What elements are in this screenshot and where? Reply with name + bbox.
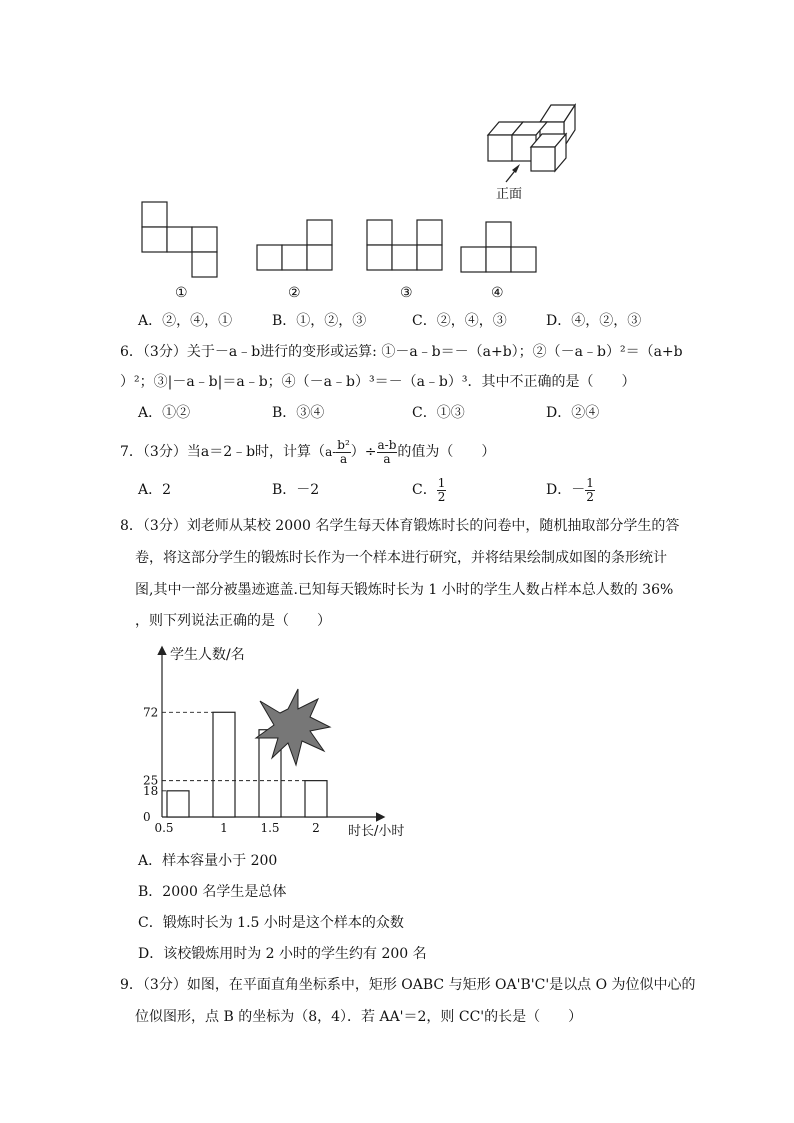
q8-option-b[interactable]: B．2000 名学生是总体 (138, 884, 287, 900)
q9-line-1: 9．（3分）如图，在平面直角坐标系中，矩形 OABC 与矩形 OA'B'C'是以点 O 为位似中心的 (120, 977, 696, 993)
q6-text-1: 关于－a﹣b进行的变形或运算: ①－a﹣b＝－（a+b）；②（－a﹣b）²＝（a+b (186, 344, 683, 360)
q7-option-b[interactable]: B．－2 (272, 482, 320, 498)
q8-line-2: 卷，将这部分学生的锻炼时长作为一个样本进行研究，并将结果绘制成如图的条形统计 (135, 550, 667, 566)
bar-2 (305, 781, 327, 817)
q6-line-2: ）²；③|－a﹣b|＝a﹣b；④（－a﹣b）³＝－（a﹣b）³．其中不正确的是（ ） (120, 374, 636, 390)
view-1-figure (141, 201, 221, 281)
q7-option-c[interactable]: C． $\frac{1}{2}$ (412, 475, 446, 504)
three-d-block-figure (485, 100, 585, 180)
y-tick-label: 25 (143, 773, 159, 788)
y-axis-label: 学生人数/名 (170, 647, 245, 663)
q6-option-a[interactable]: A．①② (138, 405, 191, 421)
q5-option-d[interactable]: D．④，②，③ (546, 313, 642, 329)
q6-score: （3分） (142, 344, 187, 360)
x-tick-label: 2 (312, 821, 320, 835)
y-tick-label: 72 (143, 705, 159, 720)
x-tick-label: 0.5 (154, 821, 174, 835)
q7-option-a[interactable]: A．2 (138, 482, 172, 498)
q6-option-d[interactable]: D．②④ (546, 405, 600, 421)
view-3-label: ③ (400, 285, 413, 301)
q7-line: 7．（3分）当a＝2﹣b时，计算（a- $\frac{\text{b²}}{a}$ ）÷ $\frac{a-b}{a}$ 的值为（ ） (120, 437, 496, 466)
q8-line-4: ，则下列说法正确的是（ ） (135, 613, 331, 629)
view-4-label: ④ (491, 285, 504, 301)
front-label: 正面 (496, 187, 523, 202)
y-tick-label: 0 (143, 810, 151, 824)
q9-line-2: 位似图形，点 B 的坐标为（8，4）．若 AA'＝2，则 CC'的长是（ ） (135, 1009, 583, 1025)
view-4-figure (460, 221, 540, 276)
q6-number: 6． (120, 344, 143, 360)
view-1-label: ① (175, 285, 188, 301)
view-3-figure (366, 219, 446, 274)
x-tick-label: 1.5 (260, 821, 280, 835)
q6-option-c[interactable]: C．①③ (412, 405, 465, 421)
q6-line-1 (120, 343, 683, 361)
exercise-time-bar-chart (140, 643, 430, 843)
x-axis-label: 时长/小时 (348, 824, 405, 839)
q8-option-d[interactable]: D．该校锻炼用时为 2 小时的学生约有 200 名 (138, 946, 427, 962)
q8-option-c[interactable]: C．锻炼时长为 1.5 小时是这个样本的众数 (138, 915, 404, 931)
view-2-figure (256, 219, 336, 274)
q6-option-b[interactable]: B．③④ (272, 405, 325, 421)
q7-fraction-2: $\frac{a-b}{a}$ (377, 437, 397, 466)
x-tick-label: 1 (220, 821, 228, 835)
q8-line-3: 图,其中一部分被墨迹遮盖.已知每天锻炼时长为 1 小时的学生人数占样本总人数的 36% (135, 582, 674, 598)
bar-0.5 (167, 791, 189, 817)
q7-option-d[interactable]: D．－ $\frac{1}{2}$ (546, 475, 594, 504)
q5-option-a[interactable]: A．②，④，① (138, 313, 233, 329)
q5-option-b[interactable]: B．①，②，③ (272, 313, 367, 329)
y-tick-label: 18 (143, 783, 159, 798)
view-2-label: ② (288, 285, 301, 301)
bar-1 (213, 712, 235, 817)
q5-option-c[interactable]: C．②，④，③ (412, 313, 507, 329)
q8-option-a[interactable]: A．样本容量小于 200 (138, 853, 278, 869)
q8-line-1: 8．（3分）刘老师从某校 2000 名学生每天体育锻炼时长的问卷中，随机抽取部分学生的答 (120, 518, 680, 534)
q7-fraction-1: $\frac{\text{b²}}{a}$ (337, 437, 350, 466)
